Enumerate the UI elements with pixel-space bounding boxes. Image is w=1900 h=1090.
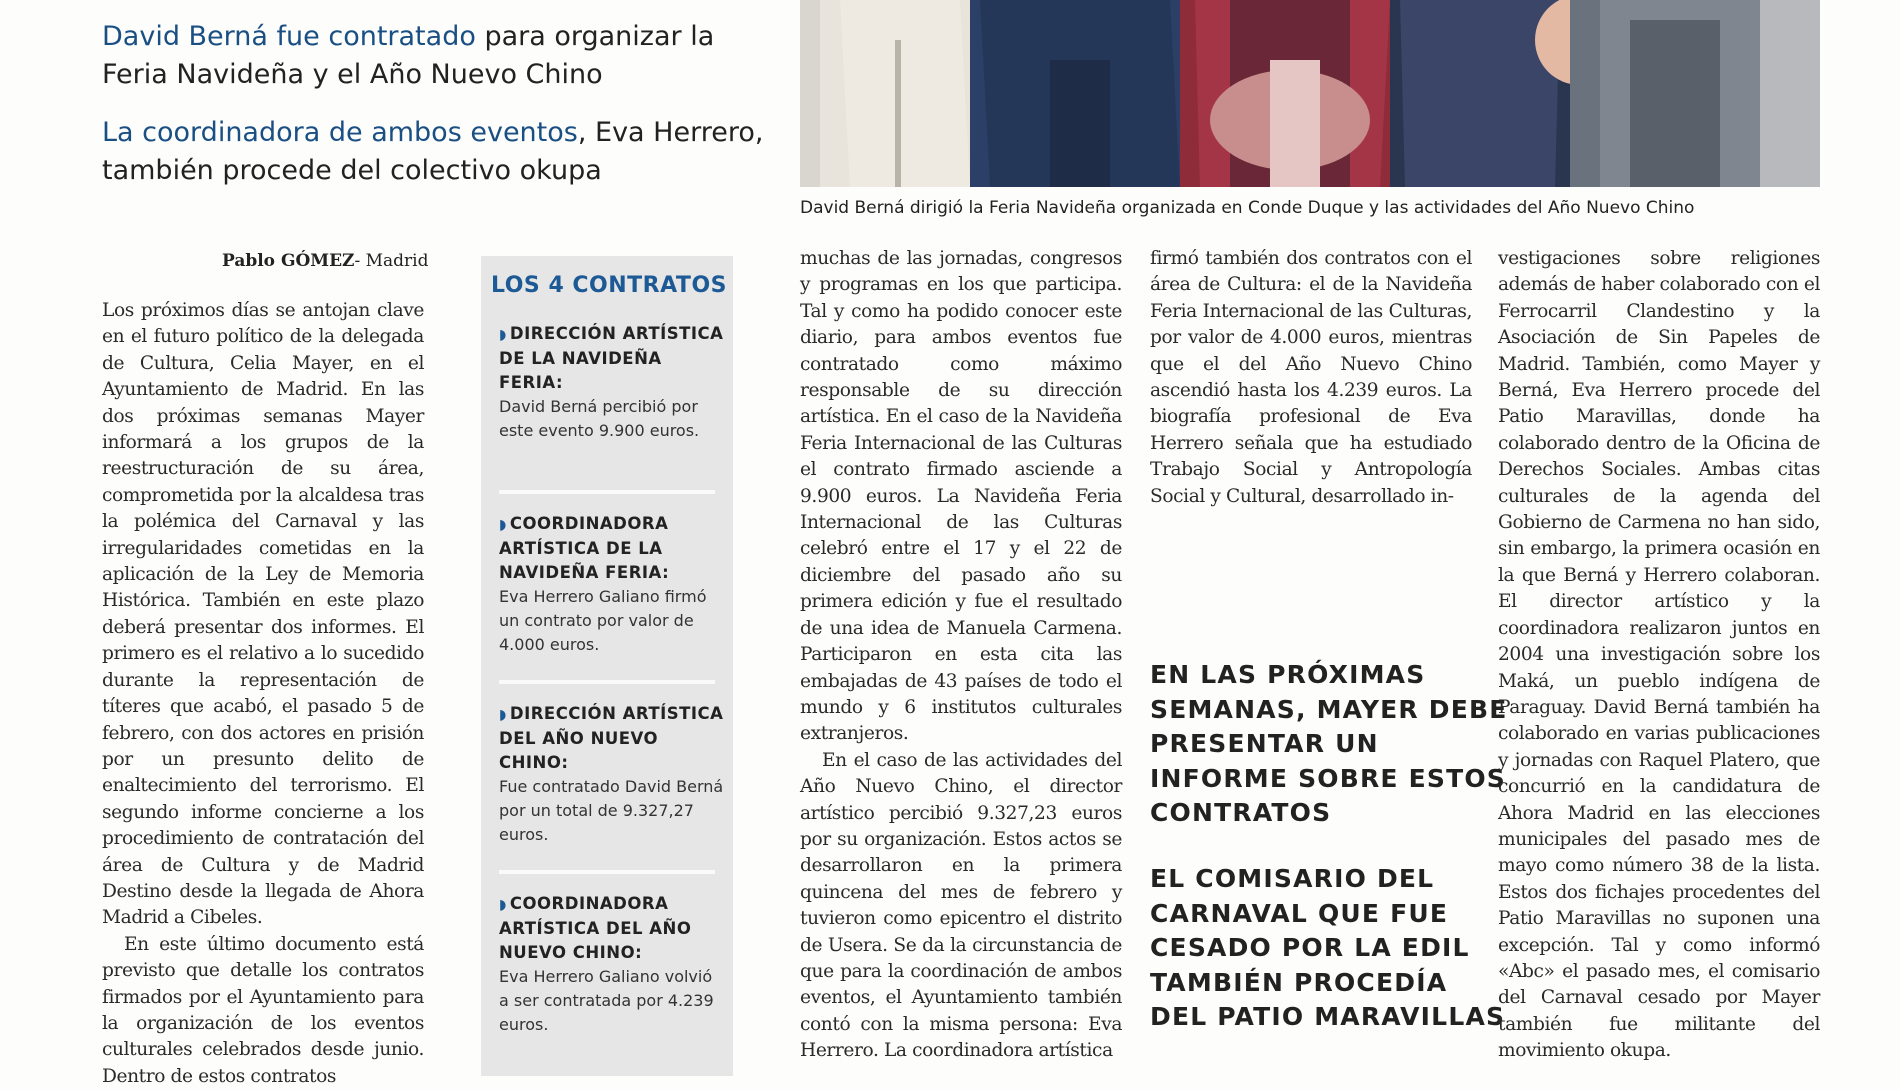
paragraph: En el caso de las actividades del Año Nuevo Chino, el director artístico percibió 9.327,23 euros por su organización. Estos actos se desarrollaron en la primera quincena del mes de febrero y tuvieron como epicentro el distrito de Usera. Se da la circunstancia de que para la coordinación de ambos eventos, el Ayuntamiento también contó con la misma persona: Eva Herrero. La coordinadora artística xyxy=(800,749,1122,1062)
divider xyxy=(499,680,715,684)
triangle-bullet-icon: ◗ xyxy=(499,897,507,913)
contract-entry xyxy=(499,512,725,657)
triangle-bullet-icon: ◗ xyxy=(499,327,507,343)
deck-highlight: La coordinadora de ambos eventos xyxy=(102,117,578,148)
contract-entry xyxy=(499,892,725,1037)
paragraph: muchas de las jornadas, congresos y programas en los que participa. Tal y como ha podido conocer este diario, para ambos eventos fue contratado como máximo responsable de su dirección artística. En el caso de la Navideña Feria Internacional de las Culturas el contrato firmado asciende a 9.900 euros. La Navideña Feria Internacional de las Culturas celebró entre el 17 y el 22 de diciembre del pasado año su primera edición y fue el resultado de una idea de Manuela Carmena. Participaron en esta cita las embajadas de 43 países de todo el mundo y 6 institutos culturales extranjeros. xyxy=(800,248,1122,745)
contracts-sidebar xyxy=(481,256,733,1076)
paragraph: vestigaciones sobre religiones además de haber colaborado con el Ferrocarril Clandestino y la Asociación de Sin Papeles de Madrid. También, como Mayer y Berná, Eva Herrero procede del Patio Maravillas, donde ha colaborado dentro de la Oficina de Derechos Sociales. Ambas citas culturales de la agenda del Gobierno de Carmena no han sido, sin embargo, la primera ocasión en la que Berná y Herrero colaboran. El director artístico y la coordinadora realizaron juntos en 2004 una investigación sobre los Maká, un pueblo indígena de Paraguay. David Berná también ha colaborado en varias publicaciones y jornadas con Raquel Platero, que concurrió en la candidatura de Ahora Madrid en las elecciones municipales del pasado mes de mayo como número 38 de la lista. Estos dos fichajes procedentes del Patio Maravillas no suponen una excepción. Tal y como informó «Abc» el pasado mes, el comisario del Carnaval cesado por Mayer también fue militante del movimiento okupa. xyxy=(1498,248,1820,1062)
contract-text: Fue contratado David Berná por un total de 9.327,27 euros. xyxy=(499,777,724,844)
contract-label-text: COORDINADORA ARTÍSTICA DEL AÑO NUEVO CHINO: xyxy=(499,894,692,962)
contract-label-text: DIRECCIÓN ARTÍSTICA DEL AÑO NUEVO CHINO: xyxy=(499,704,724,772)
byline-place: - Madrid xyxy=(354,251,429,271)
divider xyxy=(499,870,715,874)
contract-label-text: DIRECCIÓN ARTÍSTICA DE LA NAVIDEÑA FERIA: xyxy=(499,324,724,392)
body-column-2 xyxy=(800,246,1122,1065)
contract-label xyxy=(499,322,725,395)
contract-entry xyxy=(499,322,725,443)
body-column-3 xyxy=(1150,246,1472,510)
contract-text: Eva Herrero Galiano firmó un contrato por valor de 4.000 euros. xyxy=(499,587,707,654)
contract-label-text: COORDINADORA ARTÍSTICA DE LA NAVIDEÑA FERIA: xyxy=(499,514,670,582)
paragraph: Los próximos días se antojan clave en el futuro político de la delegada de Cultura, Celia Mayer, en el Ayuntamiento de Madrid. En las dos próximas semanas Mayer informará a los grupos de la reestructuración de su área, comprometida por la alcaldesa tras la polémica del Carnaval y las irregularidades cometidas en la aplicación de la Ley de Memoria Histórica. También en este plazo deberá presentar dos informes. El primero es el relativo a lo sucedido durante la representación de títeres que acabó, el pasado 5 de febrero, con dos actores en prisión por un presunto delito de enaltecimiento del terrorismo. El segundo informe concierne a los procedimiento de contratación del área de Cultura y de Madrid Destino desde la llegada de Ahora Madrid a Cibeles. xyxy=(102,300,424,929)
news-photo xyxy=(800,0,1820,187)
divider xyxy=(499,490,715,494)
contract-text: Eva Herrero Galiano volvió a ser contratada por 4.239 euros. xyxy=(499,967,714,1034)
triangle-bullet-icon: ◗ xyxy=(499,707,507,723)
body-column-4 xyxy=(1498,246,1820,1065)
contract-entry xyxy=(499,702,725,847)
pull-quote-2: EL COMISARIO DEL CARNAVAL QUE FUE CESADO POR LA EDIL TAMBIÉN PROCEDÍA DEL PATIO MARAVILLAS xyxy=(1150,864,1506,1031)
contract-label xyxy=(499,512,725,585)
paragraph: firmó también dos contratos con el área de Cultura: el de la Navideña Feria Internacional de las Culturas, por valor de 4.000 euros, mientras que el del Año Nuevo Chino ascendió hasta los 4.239 euros. La biografía profesional de Eva Herrero señala que ha estudiado Trabajo Social y Antropología Social y Cultural, desarrollado in- xyxy=(1150,248,1472,507)
contract-text: David Berná percibió por este evento 9.900 euros. xyxy=(499,397,700,440)
byline-author: Pablo GÓMEZ xyxy=(222,251,355,271)
contract-label xyxy=(499,892,725,965)
triangle-bullet-icon: ◗ xyxy=(499,517,507,533)
pull-quote-1: EN LAS PRÓXIMAS SEMANAS, MAYER DEBE PRESENTAR UN INFORME SOBRE ESTOS CONTRATOS xyxy=(1150,660,1508,827)
deck-highlight: David Berná fue contratado xyxy=(102,21,476,52)
deck-text: para organizar la Feria Navideña y el Año Nuevo Chino xyxy=(102,21,715,90)
contract-label xyxy=(499,702,725,775)
sidebar-title: LOS 4 CONTRATOS xyxy=(491,273,727,298)
byline xyxy=(222,251,429,271)
deck-line-1 xyxy=(102,18,782,94)
deck-text: , Eva Herrero, también procede del colectivo okupa xyxy=(102,117,764,186)
paragraph: En este último documento está previsto que detalle los contratos firmados por el Ayuntamiento para la organización de los eventos culturales celebrados desde junio. Dentro de estos contratos xyxy=(102,933,424,1087)
photo-caption: David Berná dirigió la Feria Navideña organizada en Conde Duque y las actividades del Año Nuevo Chino xyxy=(800,198,1695,218)
body-column-1 xyxy=(102,298,424,1090)
deck-line-2 xyxy=(102,114,782,190)
